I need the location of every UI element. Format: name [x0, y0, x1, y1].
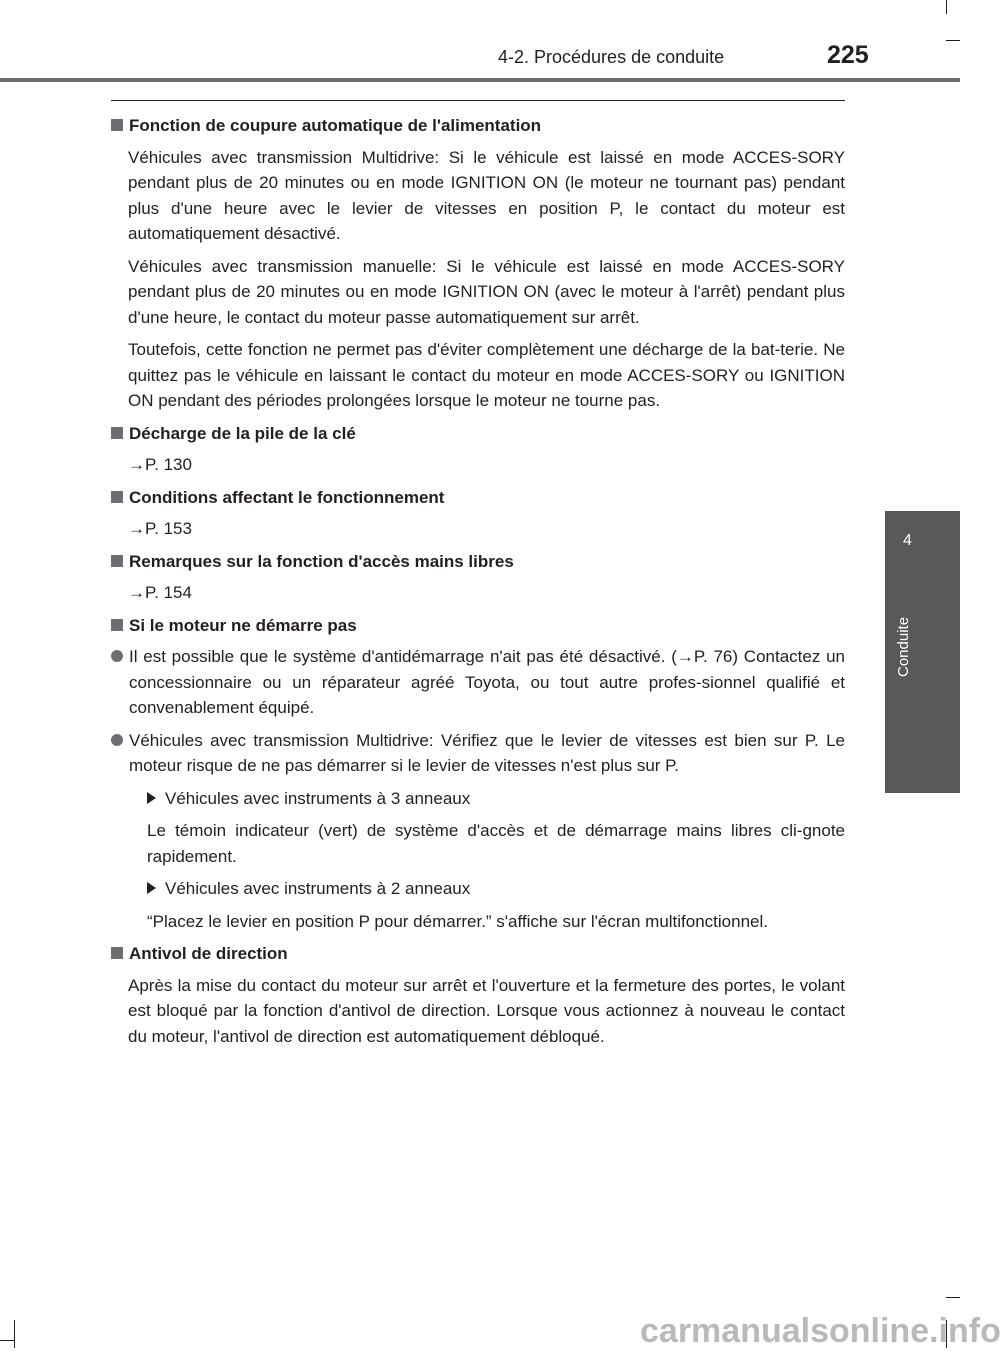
chapter-tab: [885, 511, 960, 591]
circle-bullet-icon: [111, 734, 123, 746]
sub-heading-text: Véhicules avec instruments à 3 anneaux: [165, 788, 471, 808]
section-heading: [111, 549, 845, 575]
content-top-rule: [111, 100, 845, 101]
section-heading: [111, 613, 845, 639]
sub-heading: [147, 786, 845, 812]
section-title: Fonction de coupure automatique de l'alimentation: [129, 116, 542, 135]
section-title: Décharge de la pile de la clé: [129, 423, 356, 443]
header-rule: [0, 78, 960, 82]
chapter-label: Conduite: [895, 616, 912, 677]
circle-bullet-icon: [111, 650, 123, 662]
crop-mark: [14, 1320, 15, 1348]
section-heading: [111, 941, 845, 967]
triangle-arrow-icon: [147, 792, 156, 804]
section-title: Remarques sur la fonction d'accès mains libres: [129, 551, 514, 571]
chapter-number: 4: [903, 532, 912, 549]
page-reference: →P. 153: [128, 519, 192, 538]
paragraph: Véhicules avec transmission Multidrive: Si le véhicule est laissé en mode ACCES-SORY pendant plus de 20 minutes ou en mode IGNITION ON (le moteur ne tournant pas) pendant plus d'une heure avec le levier de vitesses en position P, le contact du moteur est automatiquement désactivé.: [128, 147, 845, 243]
sub-heading: [147, 876, 845, 902]
section-heading: [111, 421, 845, 447]
paragraph: Le témoin indicateur (vert) de système d'accès et de démarrage mains libres cli-gnote rapidement.: [147, 821, 845, 866]
watermark: carmanualsonline.info: [640, 1312, 1001, 1350]
page-reference: →P. 154: [128, 583, 192, 602]
crop-mark: [946, 0, 947, 14]
page-number: 225: [827, 41, 869, 69]
section-title: Si le moteur ne démarre pas: [129, 615, 357, 635]
section-title: Antivol de direction: [129, 944, 288, 963]
square-bullet-icon: [111, 491, 123, 503]
square-bullet-icon: [111, 119, 123, 131]
crop-mark: [0, 1340, 14, 1341]
page-content: [111, 100, 845, 1056]
paragraph: Toutefois, cette fonction ne permet pas d'éviter complètement une décharge de la bat-terie. Ne quittez pas le véhicule en laissant le contact du moteur en mode ACCES-SORY ou IGNITION ON pendant des périodes prolongées lorsque le moteur ne tourne pas.: [128, 340, 845, 410]
list-item: [111, 728, 845, 779]
section-heading: [111, 113, 845, 139]
square-bullet-icon: [111, 555, 123, 567]
header-section-title: 4-2. Procédures de conduite: [498, 47, 725, 67]
paragraph: Après la mise du contact du moteur sur arrêt et l'ouverture et la fermeture des portes, le volant est bloqué par la fonction d'antivol de direction. Lorsque vous actionnez à nouveau le contact du moteur, l'antivol de direction est automatiquement débloqué.: [128, 975, 845, 1046]
square-bullet-icon: [111, 619, 123, 631]
crop-mark: [946, 1297, 960, 1298]
triangle-arrow-icon: [147, 882, 156, 894]
list-item-text: Il est possible que le système d'antidémarrage n'ait pas été désactivé. (→P. 76) Contactez un concessionnaire ou un réparateur agréé Toyota, ou tout autre profes-sionnel qualifié et convenablement équipé.: [129, 647, 845, 717]
paragraph: Véhicules avec transmission manuelle: Si le véhicule est laissé en mode ACCES-SORY pendant plus de 20 minutes ou en mode IGNITION ON (avec le moteur à l'arrêt) pendant plus d'une heure, le contact du moteur passe automatiquement sur arrêt.: [128, 256, 845, 327]
crop-mark: [946, 40, 960, 41]
paragraph: “Placez le levier en position P pour démarrer.” s'affiche sur l'écran multifonctionnel.: [147, 911, 768, 931]
square-bullet-icon: [111, 427, 123, 439]
list-item: [111, 644, 845, 721]
list-item-text: Véhicules avec transmission Multidrive: Vérifiez que le levier de vitesses est bien sur P. Le moteur risque de ne pas démarrer si le levier de vitesses n'est plus sur P.: [129, 730, 845, 775]
section-title: Conditions affectant le fonctionnement: [129, 487, 445, 507]
square-bullet-icon: [111, 947, 123, 959]
page-reference: →P. 130: [128, 455, 192, 474]
section-heading: [111, 485, 845, 511]
sub-heading-text: Véhicules avec instruments à 2 anneaux: [165, 879, 471, 898]
